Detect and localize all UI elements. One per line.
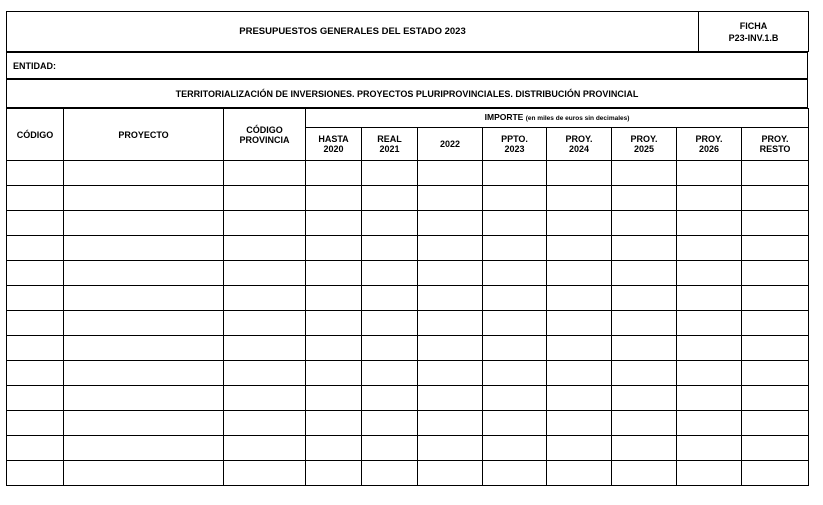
table-row [7, 261, 809, 286]
subheader-line2: 2021 [379, 144, 400, 154]
table-cell [362, 386, 418, 411]
table-cell [547, 186, 612, 211]
table-cell [742, 161, 809, 186]
table-cell [306, 436, 362, 461]
subheader-line2: 2023 [504, 144, 525, 154]
table-cell [483, 436, 547, 461]
table-cell [224, 336, 306, 361]
col-header-importe-7 [742, 128, 809, 161]
table-cell [483, 161, 547, 186]
table-row [7, 336, 809, 361]
table-cell [547, 436, 612, 461]
table-cell [483, 411, 547, 436]
table-cell [612, 311, 677, 336]
table-cell [362, 211, 418, 236]
subheader-line2: RESTO [759, 144, 791, 154]
table-cell [483, 236, 547, 261]
section-title: TERRITORIALIZACIÓN DE INVERSIONES. PROYECTOS PLURIPROVINCIALES. DISTRIBUCIÓN PROVINCIAL [7, 80, 808, 108]
table-cell [64, 236, 224, 261]
table-cell [362, 261, 418, 286]
table-cell [547, 311, 612, 336]
codigo-provincia-line1: CÓDIGO [246, 124, 283, 135]
table-cell [612, 236, 677, 261]
table-cell [64, 386, 224, 411]
table-cell [7, 311, 64, 336]
table-cell [612, 386, 677, 411]
col-header-importe-6 [677, 128, 742, 161]
col-header-codigo: CÓDIGO [7, 109, 64, 161]
table-cell [547, 261, 612, 286]
table-cell [547, 386, 612, 411]
table-cell [418, 411, 483, 436]
table-cell [224, 311, 306, 336]
table-row [7, 386, 809, 411]
table-cell [306, 411, 362, 436]
table-cell [64, 361, 224, 386]
codigo-provincia-line2: PROVINCIA [239, 134, 290, 145]
table-row [7, 361, 809, 386]
table-cell [483, 386, 547, 411]
table-cell [64, 411, 224, 436]
col-header-importe-3 [483, 128, 547, 161]
subheader-line1: HASTA [318, 134, 349, 144]
table-cell [483, 261, 547, 286]
table-cell [362, 161, 418, 186]
subheader-line1: PROY. [761, 134, 789, 144]
table-cell [418, 186, 483, 211]
table-cell [612, 436, 677, 461]
table-cell [612, 261, 677, 286]
importe-label: IMPORTE [484, 112, 524, 122]
subheader-line2: 2026 [698, 144, 720, 154]
table-row [7, 236, 809, 261]
table-row [7, 461, 809, 486]
table-cell [306, 361, 362, 386]
table-cell [742, 286, 809, 311]
col-header-importe-1 [362, 128, 418, 161]
table-cell [677, 361, 742, 386]
table-cell [677, 161, 742, 186]
table-cell [742, 211, 809, 236]
col-header-importe-2 [418, 128, 483, 161]
table-cell [362, 236, 418, 261]
table-cell [224, 211, 306, 236]
table-cell [677, 236, 742, 261]
table-row [7, 411, 809, 436]
document-title: PRESUPUESTOS GENERALES DEL ESTADO 2023 [7, 12, 699, 52]
table-cell [418, 336, 483, 361]
table-cell [677, 461, 742, 486]
table-cell [64, 286, 224, 311]
entity-table [6, 52, 808, 79]
table-cell [418, 261, 483, 286]
subheader-line2: 2025 [633, 144, 655, 154]
section-title-table [6, 79, 808, 108]
table-cell [483, 211, 547, 236]
table-cell [64, 336, 224, 361]
table-cell [306, 161, 362, 186]
table-cell [547, 286, 612, 311]
subheader-line1: REAL [377, 134, 402, 144]
table-body [7, 161, 809, 486]
table-cell [483, 186, 547, 211]
table-cell [612, 361, 677, 386]
table-cell [362, 461, 418, 486]
table-cell [224, 411, 306, 436]
table-cell [224, 186, 306, 211]
table-cell [612, 336, 677, 361]
table-cell [742, 186, 809, 211]
table-cell [418, 311, 483, 336]
table-cell [224, 461, 306, 486]
col-header-importe-5 [612, 128, 677, 161]
table-cell [742, 361, 809, 386]
table-cell [362, 411, 418, 436]
table-cell [418, 386, 483, 411]
table-cell [483, 336, 547, 361]
header-table [6, 11, 809, 52]
table-row [7, 186, 809, 211]
table-cell [224, 261, 306, 286]
table-cell [362, 336, 418, 361]
table-cell [612, 211, 677, 236]
table-cell [64, 186, 224, 211]
table-cell [547, 236, 612, 261]
table-cell [64, 436, 224, 461]
table-cell [612, 411, 677, 436]
table-cell [64, 311, 224, 336]
subheader-line1: 2022 [439, 139, 461, 149]
table-cell [362, 361, 418, 386]
table-cell [677, 411, 742, 436]
table-cell [483, 361, 547, 386]
table-cell [64, 461, 224, 486]
table-cell [7, 461, 64, 486]
subheader-line2: 2020 [323, 144, 344, 154]
table-cell [547, 461, 612, 486]
subheader-line2: 2024 [568, 144, 590, 154]
table-cell [7, 186, 64, 211]
col-header-proyecto: PROYECTO [64, 109, 224, 161]
table-cell [306, 286, 362, 311]
table-cell [547, 361, 612, 386]
table-cell [306, 261, 362, 286]
table-cell [677, 336, 742, 361]
table-cell [362, 186, 418, 211]
table-cell [7, 211, 64, 236]
table-cell [612, 161, 677, 186]
col-header-importe [306, 109, 809, 128]
table-cell [742, 236, 809, 261]
col-header-importe-0 [306, 128, 362, 161]
table-cell [742, 411, 809, 436]
table-cell [418, 211, 483, 236]
table-cell [7, 361, 64, 386]
table-cell [7, 236, 64, 261]
subheader-line1: PROY. [695, 134, 723, 144]
ficha-code: P23-INV.1.B [728, 32, 779, 43]
table-cell [64, 211, 224, 236]
importe-note: (en miles de euros sin decimales) [525, 115, 630, 122]
table-cell [483, 311, 547, 336]
table-cell [7, 386, 64, 411]
table-cell [7, 336, 64, 361]
table-cell [677, 286, 742, 311]
table-cell [362, 286, 418, 311]
table-cell [547, 336, 612, 361]
table-cell [547, 411, 612, 436]
table-cell [362, 436, 418, 461]
table-cell [7, 411, 64, 436]
table-cell [7, 161, 64, 186]
table-cell [418, 236, 483, 261]
table-cell [306, 311, 362, 336]
ficha-cell [699, 12, 809, 52]
subheader-line1: PPTO. [501, 134, 528, 144]
table-cell [224, 161, 306, 186]
table-cell [677, 386, 742, 411]
table-cell [224, 236, 306, 261]
table-cell [306, 461, 362, 486]
table-cell [677, 436, 742, 461]
table-cell [742, 311, 809, 336]
table-cell [64, 161, 224, 186]
col-header-importe-4 [547, 128, 612, 161]
table-cell [547, 211, 612, 236]
table-row [7, 436, 809, 461]
table-cell [306, 386, 362, 411]
table-cell [64, 261, 224, 286]
investment-table [6, 108, 809, 486]
table-cell [418, 436, 483, 461]
table-cell [224, 436, 306, 461]
table-cell [306, 211, 362, 236]
table-cell [742, 261, 809, 286]
table-cell [418, 161, 483, 186]
table-cell [742, 386, 809, 411]
table-cell [418, 461, 483, 486]
table-cell [742, 436, 809, 461]
table-row [7, 161, 809, 186]
table-cell [362, 311, 418, 336]
table-cell [418, 286, 483, 311]
table-cell [677, 311, 742, 336]
table-cell [612, 186, 677, 211]
table-cell [677, 211, 742, 236]
table-cell [306, 236, 362, 261]
table-cell [224, 386, 306, 411]
subheader-line1: PROY. [565, 134, 593, 144]
table-cell [677, 261, 742, 286]
table-cell [612, 461, 677, 486]
table-cell [418, 361, 483, 386]
table-row [7, 211, 809, 236]
table-cell [742, 461, 809, 486]
table-cell [612, 286, 677, 311]
table-cell [483, 286, 547, 311]
table-cell [306, 186, 362, 211]
table-cell [7, 436, 64, 461]
table-cell [224, 286, 306, 311]
table-cell [7, 261, 64, 286]
entity-label: ENTIDAD: [7, 53, 808, 79]
table-row [7, 286, 809, 311]
table-cell [677, 186, 742, 211]
ficha-label: FICHA [739, 20, 768, 31]
table-row [7, 311, 809, 336]
table-cell [547, 161, 612, 186]
table-cell [7, 286, 64, 311]
table-cell [483, 461, 547, 486]
col-header-codigo-provincia [224, 109, 306, 161]
table-cell [224, 361, 306, 386]
table-cell [742, 336, 809, 361]
subheader-line1: PROY. [630, 134, 658, 144]
table-cell [306, 336, 362, 361]
